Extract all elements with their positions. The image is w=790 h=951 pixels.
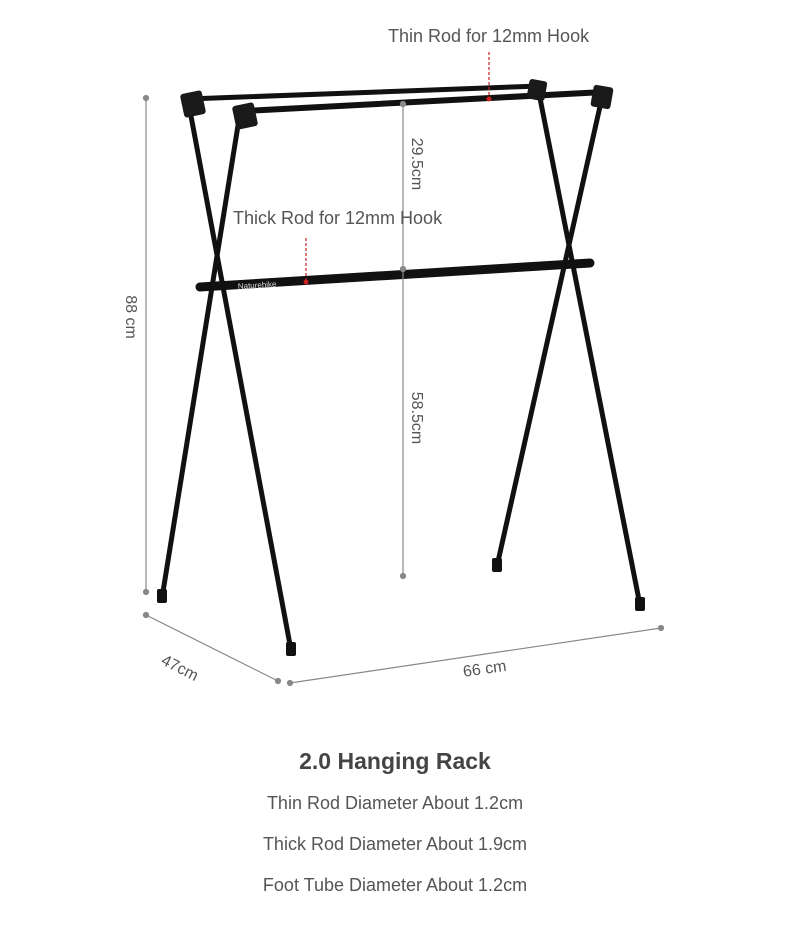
- upper-gap-dimension-label: 29.5cm: [408, 137, 425, 191]
- front-leg-left: [162, 113, 240, 598]
- spec-thin-rod: Thin Rod Diameter About 1.2cm: [266, 793, 524, 813]
- width-dimension-label: 66 cm: [462, 657, 508, 681]
- spec-thick-rod: Thick Rod Diameter About 1.9cm: [262, 834, 528, 854]
- lower-gap-dimension-label: 58.5cm: [408, 391, 425, 445]
- thick-rod-label: Thick Rod for 12mm Hook: [233, 208, 443, 228]
- product-title: 2.0 Hanging Rack: [299, 748, 491, 774]
- brand-logo: Naturehike: [237, 279, 277, 291]
- dimension-lines: [144, 96, 664, 686]
- spec-foot-tube: Foot Tube Diameter About 1.2cm: [262, 875, 528, 895]
- height-dimension-label: 88 cm: [122, 295, 139, 339]
- caption: [0, 748, 790, 916]
- back-leg-left: [188, 100, 291, 650]
- depth-dimension-label: 47cm: [158, 652, 201, 685]
- thin-rod-label: Thin Rod for 12mm Hook: [388, 26, 590, 46]
- front-frame: [162, 93, 603, 598]
